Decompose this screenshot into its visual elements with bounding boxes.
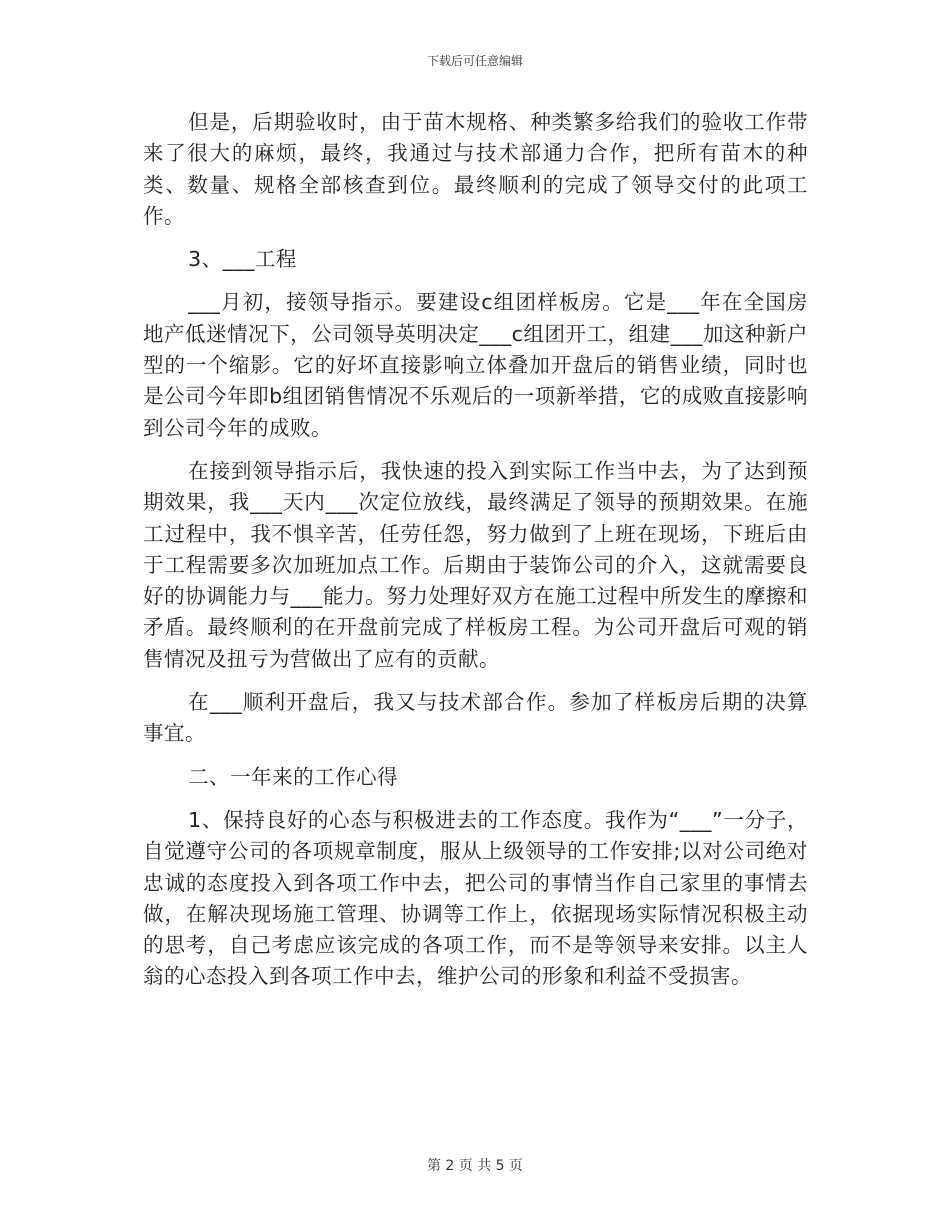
paragraph-attitude: 1、保持良好的心态与积极进去的工作态度。我作为“___”一分子，自觉遵守公司的各项规章制度，服从上级领导的工作安排;以对公司绝对忠诚的态度投入到各项工作中去，把公司的事情当作自己家里的事情去做，在解决现场施工管理、协调等工作上，依据现场实际情况积极主动的思考，自己考虑应该完成的各项工作，而不是等领导来安排。以主人翁的心态投入到各项工作中去，维护公司的形象和利益不受损害。	[143, 807, 808, 989]
document-body	[143, 107, 808, 1005]
section-heading-project-3: 3、___工程	[188, 247, 297, 272]
page-header: 下载后可任意编辑	[426, 54, 523, 68]
paragraph-sample-house: ___月初，接领导指示。要建设c组团样板房。它是___年在全国房地产低迷情况下，公司领导英明决定___c组团开工，组建___加这种新户型的一个缩影。它的好坏直接影响立体叠加开盘后的销售业绩，同时也是公司今年即b组团销售情况不乐观后的一项新举措，它的成败直接影响到公司今年的成败。	[143, 290, 808, 440]
paragraph-final-accounts: 在___顺利开盘后，我又与技术部合作。参加了样板房后期的决算事宜。	[143, 690, 808, 746]
paragraph-construction-process: 在接到领导指示后，我快速的投入到实际工作当中去，为了达到预期效果，我___天内___次定位放线，最终满足了领导的预期效果。在施工过程中，我不惧辛苦，任劳任怨，努力做到了上班在现场，下班后由于工程需要多次加班加点工作。后期由于装饰公司的介入，这就需要良好的协调能力与___能力。努力处理好双方在施工过程中所发生的摩擦和矛盾。最终顺利的在开盘前完成了样板房工程。为公司开盘后可观的销售情况及扭亏为营做出了应有的贡献。	[143, 458, 808, 671]
paragraph-acceptance-work: 但是，后期验收时，由于苗木规格、种类繁多给我们的验收工作带来了很大的麻烦，最终，我通过与技术部通力合作，把所有苗木的种类、数量、规格全部核查到位。最终顺利的完成了领导交付的此项工作。	[143, 110, 808, 228]
page-footer: 第 2 页 共 5 页	[426, 1158, 524, 1174]
section-heading-experience: 二、一年来的工作心得	[188, 764, 399, 789]
